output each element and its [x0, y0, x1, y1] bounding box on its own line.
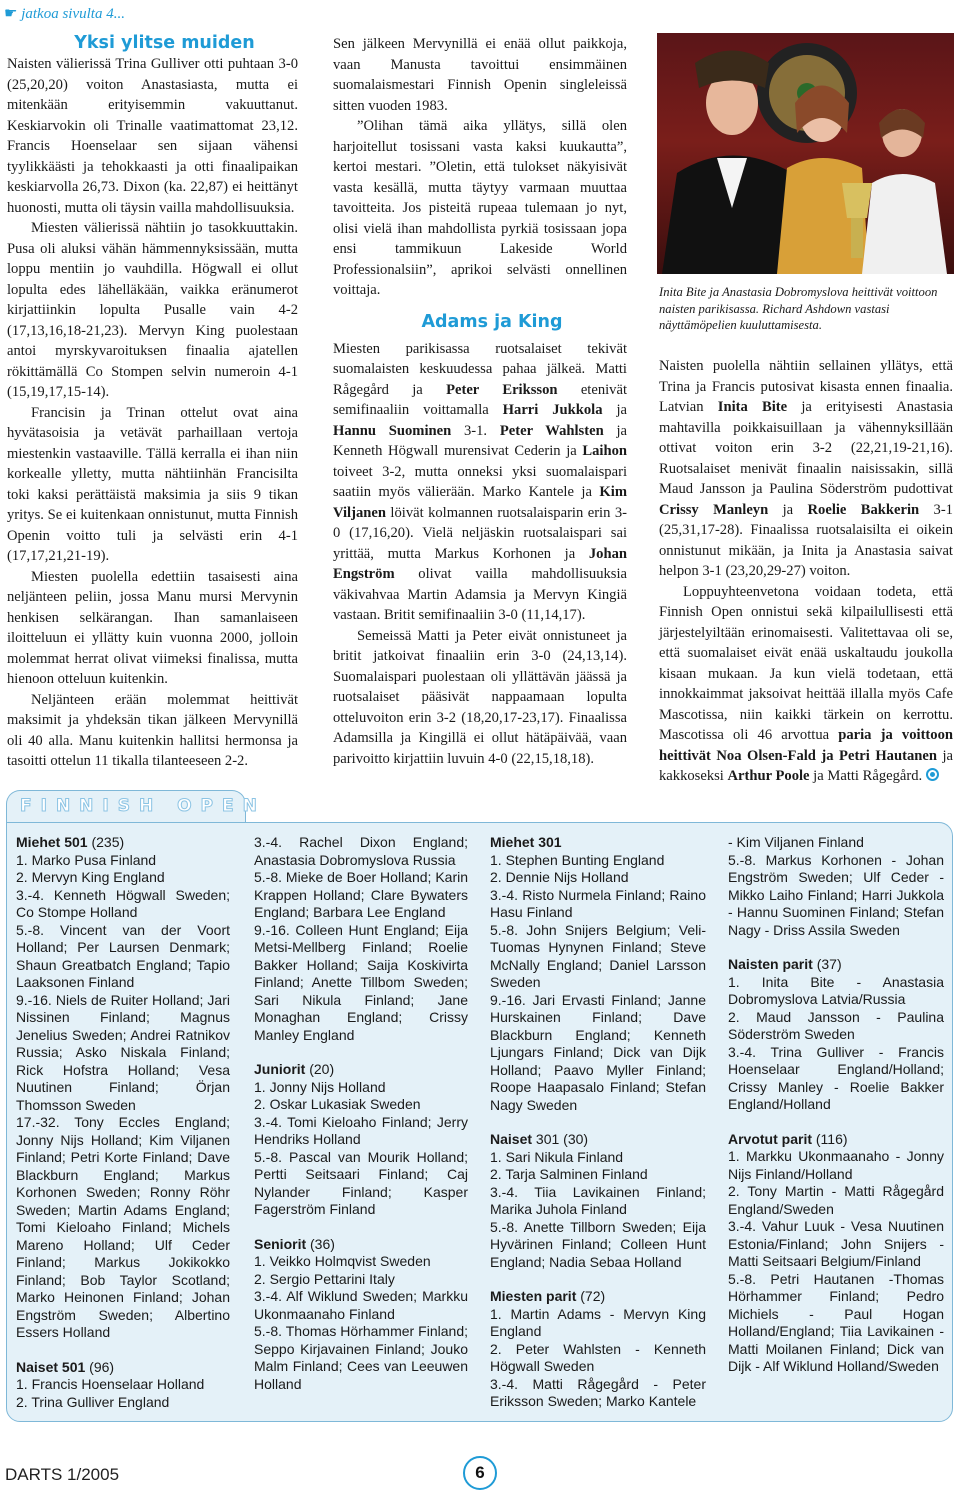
paragraph: Loppuyhteenvetona voidaan todeta, että Finnish Open onnistui sekä kilpailullisesti että järjestelyiltään erinomaisesti. Valitettavaa oli se, että suomalaiset eivät enää uskaltaudu joukolla kisaan mukaan. Ja kun vielä todetaan, että innokkaimmat jaksoivat heittää illalla myös Cafe Mascotissa, niin kaikki tärkein on kerrottu. Mascotissa oli 46 arvottua paria ja voittoon heittivät Noa Olsen-Fald ja Petri Hautanen ja kakkoseksi Arthur Poole ja Matti Rågegård.	[659, 583, 953, 784]
result-section: Juniorit (20) 1. Jonny Nijs Holland 2. Oskar Lukasiak Sweden 3.-4. Tomi Kieloaho Finland; Jerry Hendriks Holland 5.-8. Pascal van Mourik Holland; Pertti Seitsaari Finland; Caj Nylander Finland; Kasper Fagerström Finland	[254, 1061, 468, 1217]
paragraph: ”Olihan tämä aika yllätys, sillä olen harjoitellut tosissani vasta kaksi kuukautta”, kertoi mestari. ”Oletin, että tulokset näkyisivät vasta kesällä, mutta täytyy varmaan muuttaa tavoitteita. Jos pisteitä rupeaa tulemaan jo nyt, olisi vielä ihan mahdollista pyrkiä tosissaan jopa ensi tammikuun Lakeside World Professionalsiin”, aprikoi selvästi onnellinen voittaja.	[333, 118, 627, 298]
result-section: Miesten parit (72) 1. Martin Adams - Mervyn King England 2. Peter Wahlsten - Kenneth Högwall Sweden 3.-4. Matti Rågegård - Peter Eriksson Sweden; Marko Kantele	[490, 1288, 706, 1409]
photo-illustration	[657, 33, 954, 274]
paragraph-cont: Latvian Inita Bite ja erityisesti Anastasia mahtavilla poikkaisuillaan ja vähennyksillään ottivat voiton erin 3-2 (22,21,19-21,16). Ruotsalaiset menivät finaalin naisissakin, sillä Maud Jansson ja Paulina Söderström pudottivat Crissy Manleyn ja Roelie Bakkerin 3-1 (25,31,17-28). Finaalissa ruotsalaisilta ei oikein onnistunut mikään, ja Inita ja Anastasia saivat helpon 3-1 (23,20,29-27) voiton.	[659, 399, 954, 579]
paragraph: Miesten parikisassa ruotsalaiset tekivät suomalaisten keskuudessa pahaa jälkeä. Matti Rågegård ja Peter Eriksson etenivät semifinaaliin voittamalla Harri Jukkola ja Hannu Suominen 3-1. Peter Wahlsten ja Kenneth Högwall murensivat Cederin ja Laihon toiveet 3-2, mutta onneksi yksi suomalaispari saatiin myös välierään. Marko Kantele ja Kim Viljanen löivät kolmannen ruotsalaisparin erin 3-0 (17,16,20). Vielä neljäskin ruotsalaispari sai yrittää, mutta Markus Korhonen ja Johan Engström olivat vailla mahdollisuuksia väkivahvaa Martin Adamsia ja Mervyn Kingiä vastaan. Britit semifinaaliin 3-0 (11,14,17).	[333, 340, 628, 623]
pointing-hand-icon: ☛	[4, 6, 18, 22]
finnish-open-label: FINNISH OPEN	[20, 796, 266, 816]
photo-players	[657, 33, 954, 274]
page-number: 6	[463, 1456, 497, 1490]
article-column-3	[659, 356, 953, 787]
section-heading-yksi-ylitse: Yksi ylitse muiden	[74, 33, 255, 53]
result-section: 3.-4. Rachel Dixon England; Anastasia Dobromyslova Russia 5.-8. Mieke de Boer Holland; Karin Krappen Holland; Clare Bywaters England; Barbara Lee England 9.-16. Colleen Hunt England; Eija Metsi-Mellberg Finland; Roelie Bakker Holland; Saija Koskivirta Finland; Anette Tillbom Sweden; Sari Nikula Finland; Jane Monaghan England; Crissy Manley England	[254, 834, 468, 1043]
article-column-1	[7, 32, 298, 772]
paragraph: Sen jälkeen Mervynillä ei enää ollut paikkoja, vaan Manusta tavoittui ensimmäinen suomalaismestari Finnish Openin singleleissä sitten vuoden 1983.	[333, 36, 627, 114]
result-section: Naisten parit (37) 1. Inita Bite - Anastasia Dobromyslova Latvia/Russia 2. Maud Jansson - Paulina Söderström Sweden 3.-4. Trina Gulliver - Francis Hoenselaar England/Holland; Crissy Manley - Roelie Bakker England/Holland	[728, 956, 944, 1112]
article-column-2	[333, 34, 627, 769]
results-column-2	[254, 834, 468, 1393]
results-column-3	[490, 834, 706, 1411]
magazine-issue: DARTS 1/2005	[5, 1465, 120, 1484]
section-heading-adams-ja-king: Adams ja King	[421, 311, 563, 332]
results-column-4	[728, 834, 944, 1376]
result-section: Seniorit (36) 1. Veikko Holmqvist Sweden 2. Sergio Pettarini Italy 3.-4. Alf Wiklund Sweden; Markku Ukonmaanaho Finland 5.-8. Thomas Hörhammer Finland; Seppo Kirjavainen Finland; Jouko Malm Finland; Cees van Leeuwen Holland	[254, 1235, 468, 1392]
paragraph: Neljänteen erään molemmat heittivät maksimit ja yhdeksän tikan jälkeen Mervynillä oli 40 alla. Manu kuitenkin hallitsi hermonsa ja tasoitti ottelun 11 tikalla tilanteeseen 2-2.	[7, 691, 298, 769]
result-section: Naiset 501 (96) 1. Francis Hoenselaar Holland 2. Trina Gulliver England	[16, 1358, 205, 1410]
paragraph: Semeissä Matti ja Peter eivät onnistuneet ja britit jatkoivat finaaliin erin 3-0 (24,13,14). Suomalaispari puolestaan oli yllättävän jäässä ja ruotsalaiset pääsivät nappaamaan lopulta otteluvoiton erin 3-2 (18,20,17-23,17). Finaalissa Adamsilla ja Kingillä ei ollut hätäpäivää, vaan parivoitto kirjattiin luvuin 4-0 (22,15,18,18).	[333, 627, 627, 767]
continued-label: jatkoa sivulta 4...	[21, 6, 125, 22]
result-section: Miehet 301 1. Stephen Bunting England 2. Dennie Nijs Holland 3.-4. Risto Nurmela Finland; Raino Hasu Finland 5.-8. John Snijers Belgium; Veli-Tuomas Hynynen Finland; Steve McNally England; Daniel Larsson Sweden 9.-16. Jari Ervasti Finland; Janne Hurskainen Finland; Dave Blackburn England; Kenneth Ljungars Finland; Dick van Dijk Holland; Paavo Myller Finland; Roope Haapasalo Finland; Stefan Nagy Sweden	[490, 834, 706, 1113]
result-section: Miehet 501 (235) 1. Marko Pusa Finland 2. Mervyn King England 3.-4. Kenneth Högwall Sweden; Co Stompe Holland 5.-8. Vincent van der Voort Holland; Per Laursen Denmark; Shaun Greatbatch England; Tapio Laaksonen Finland 9.-16. Niels de Ruiter Holland; Jari Nissinen Finland; Magnus Jenelius Sweden; Andrei Ratnikov Russia; Asko Niskala Finland; Rick Hofstra Holland; Vesa Nuutinen Finland; Örjan Thomsson Sweden 17.-32. Tony Eccles England; Jonny Nijs Holland; Kim Viljanen Finland; Petri Korte Finland; Dave Blackburn England; Markus Korhonen Sweden; Ronny Röhr Sweden; Martin Adams England; Tomi Kieloaho Finland; Michels Mareno Holland; Ulf Ceder Finland; Markus Jokikokko Finland; Bob Taylor Scotland; Marko Heinonen Finland; Johan Engström Sweden; Albertino Essers Holland	[16, 834, 230, 1340]
result-section: Arvotut parit (116) 1. Markku Ukonmaanaho - Jonny Nijs Finland/Holland 2. Tony Martin - Matti Rågegård England/Sweden 3.-4. Vahur Luuk - Vesa Nuutinen Estonia/Finland; John Snijers - Matti Seitsaari Belgium/Finland 5.-8. Petri Hautanen -Thomas Hörhammer Finland; Pedro Michiels - Paul Hogan Holland/England; Tiia Lavikainen - Matti Moilanen Finland; Dick van Dijk - Alf Wiklund Holland/Sweden	[728, 1130, 944, 1374]
paragraph: Miesten välierissä nähtiin jo tasokkuuttakin. Pusa oli aluksi vähän hämmennyksissään, mutta loppu mentiin jo vauhdilla. Högwall ei ollut lopulta edes lähelläkään, vaikka eränumerot kirjattiinkin lopulta Pusalle vain 4-2 (17,13,16,18-21,23). Mervyn King puolestaan antoi myrskyvaroituksen finaalia ajatellen rökittämällä Co Stompen selvin numeroin 4-1 (15,19,17,15-14).	[7, 220, 298, 400]
results-column-1	[16, 834, 230, 1411]
paragraph: Naisten välierissä Trina Gulliver otti puhtaan 3-0 (25,20,20) voiton Anastasiasta, mutta ei mitenkään erityisemmin vakuuttanut. Keskiarvokin oli Trinalle vaatimattomat 23,12. Francis Hoenselaar sen sijaan vähensi tyylikkäästi ja tehokkaasti ja otti finaalipaikan keskiarvolla 26,73. Dixon (ka. 22,87) ei heittänyt huonosti, mutta oli täysin vailla mahdollisuuksia.	[7, 56, 298, 216]
result-section: Naiset 301 (30) 1. Sari Nikula Finland 2. Tarja Salminen Finland 3.-4. Tiia Lavikainen Finland; Marika Juhola Finland 5.-8. Anette Tillborn Sweden; Eija Hyvärinen Finland; Colleen Hunt England; Nadia Sebaa Holland	[490, 1131, 706, 1270]
continued-from-page	[4, 4, 125, 23]
paragraph: Miesten puolella edettiin tasaisesti aina neljänteen peliin, jossa Manu mursi Mervynin henkisen selkärangan. Ihan samanlaiseen iloitteluun ei yllätty kuin vuonna 2000, jolloin molemmat herrat olivat viimeksi finalissa, mutta hienoon otteluun kuitenkin.	[7, 568, 298, 687]
paragraph: Naisten puolella nähtiin sellainen yllätys, että Trina ja Francis putosivat kisasta ennen finaalia.	[659, 358, 953, 395]
paragraph: Francisin ja Trinan ottelut ovat aina hyvätasoisia ja vetävät parhaillaan vertoja miestenkin vastaaville. Tällä kerralla ei ihan niin korkealle ylletty, mutta nähtiinhän Francisilta toki kaksi perättäistä maksimia ja siis 9 tikan yritys. Se ei kuitenkaan onnistunut, mutta Finnish Openin voitto tuli ja selvästi erin 4-1 (17,17,21,21-19).	[7, 404, 298, 564]
end-mark-icon	[926, 768, 939, 781]
photo-caption: Inita Bite ja Anastasia Dobromyslova heittivät voittoon naisten parikisassa. Richard Ashdown vastasi näyttämöpelien kuuluttamisesta.	[659, 285, 938, 332]
result-section: - Kim Viljanen Finland 5.-8. Markus Korhonen - Johan Engström Sweden; Ulf Ceder - Mikko Laiho Finland; Harri Jukkola - Hannu Suominen Finland; Stefan Nagy - Driss Assila Sweden	[728, 834, 944, 938]
